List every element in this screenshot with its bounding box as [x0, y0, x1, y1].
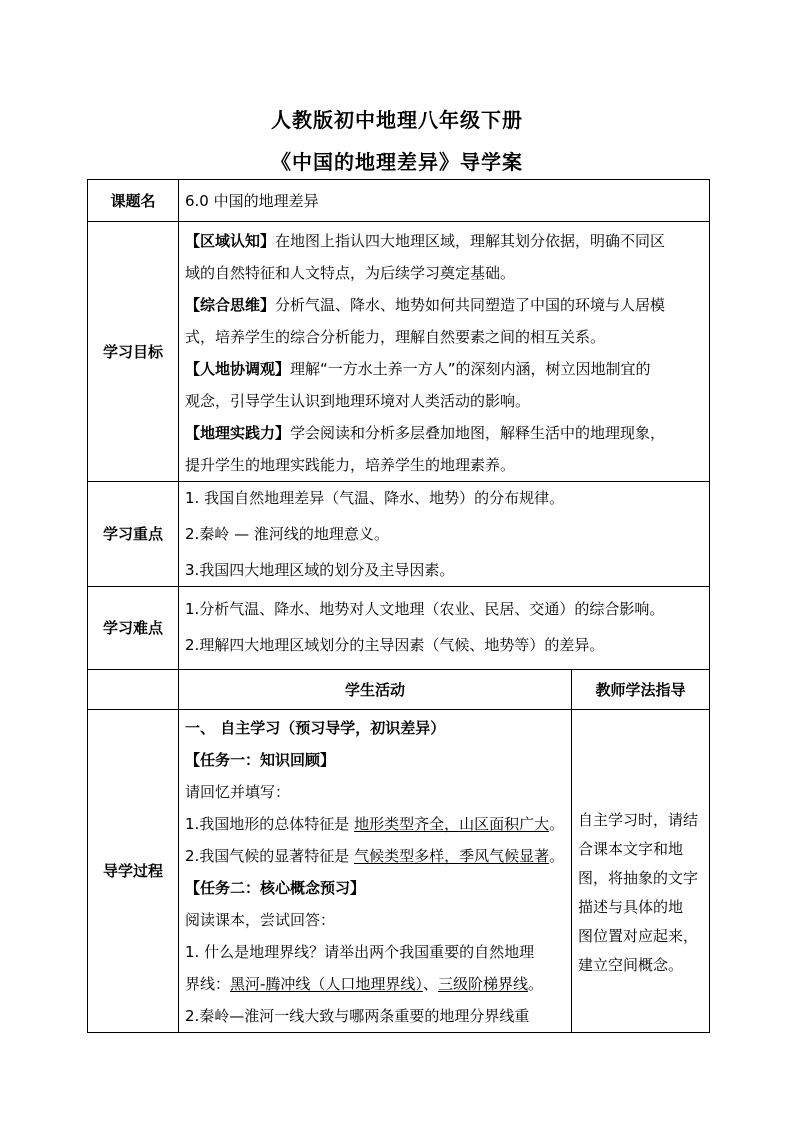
- document-subtitle: 《中国的地理差异》导学案: [271, 150, 523, 174]
- goals-label: 学习目标: [88, 222, 179, 482]
- answer-2: 气候类型多样，季风气候显著: [354, 847, 550, 865]
- answer-3b: 三级阶梯界线: [437, 975, 528, 993]
- key-item: 1. 我国自然地理差异（气温、降水、地势）的分布规律。: [185, 489, 565, 507]
- hard-label: 学习难点: [88, 587, 179, 670]
- guide-line: 自主学习时，请结: [578, 811, 699, 829]
- question-1: 1.我国地形的总体特征是 地形类型齐全，山区面积广大。: [185, 815, 565, 833]
- document-title: 人教版初中地理八年级下册: [271, 108, 523, 132]
- guide-line: 描述与具体的地: [578, 898, 684, 916]
- key-content: [179, 482, 710, 587]
- question-4: 2.秦岭—淮河一线大致与哪两条重要的地理分界线重: [185, 1007, 530, 1025]
- teacher-guide: [572, 710, 710, 1033]
- key-label: 学习重点: [88, 482, 179, 587]
- answer-3a: 黑河-腾冲线（人口地理界线）: [230, 975, 423, 993]
- key-row: [88, 482, 710, 587]
- guide-line: 建立空间概念。: [578, 956, 684, 974]
- goal-item: 【地理实践力】学会阅读和分析多层叠加地图，解释生活中的地理现象，: [185, 424, 666, 442]
- hard-item: 2.理解四大地理区域划分的主导因素（气候、地势等）的差异。: [185, 636, 605, 654]
- goal-item-cont: 观念，引导学生认识到地理环境对人类活动的影响。: [185, 392, 531, 410]
- recall-prompt: 请回忆并填写：: [185, 783, 291, 801]
- guide-line: 图位置对应起来，: [578, 927, 699, 945]
- goal-item: 【人地协调观】理解“一方水土养一方人”的深刻内涵，树立因地制宜的: [185, 360, 651, 378]
- key-item: 2.秦岭 — 淮河线的地理意义。: [185, 525, 389, 543]
- student-activity: [179, 710, 572, 1033]
- topic-value: 6.0 中国的地理差异: [179, 180, 710, 222]
- guide-line: 合课本文字和地: [578, 840, 684, 858]
- hard-content: [179, 587, 710, 670]
- process-row: [88, 710, 710, 1033]
- goal-item-cont: 提升学生的地理实践能力，培养学生的地理素养。: [185, 456, 516, 474]
- task2-heading: 【任务二：核心概念预习】: [185, 879, 366, 897]
- goals-content: [179, 222, 710, 482]
- goal-item-cont: 域的自然特征和人文特点，为后续学习奠定基础。: [185, 264, 516, 282]
- goal-item: 【综合思维】分析气温、降水、地势如何共同塑造了中国的环境与人居模: [185, 296, 666, 314]
- goals-row: [88, 222, 710, 482]
- process-label: 导学过程: [88, 710, 179, 1033]
- guide-table: [87, 179, 710, 1033]
- hard-row: [88, 587, 710, 670]
- key-item: 3.我国四大地理区域的划分及主导因素。: [185, 561, 455, 579]
- question-3-cont: 界线：黑河-腾冲线（人口地理界线）、三级阶梯界线。: [185, 975, 543, 993]
- teacher-guide-header: 教师学法指导: [572, 670, 710, 710]
- goal-item: 【区域认知】在地图上指认四大地理区域，理解其划分依据，明确不同区: [185, 232, 666, 250]
- answer-1: 地形类型齐全，山区面积广大: [354, 815, 550, 833]
- question-2: 2.我国气候的显著特征是 气候类型多样，季风气候显著。: [185, 847, 565, 865]
- header-row: [88, 670, 710, 710]
- guide-line: 图，将抽象的文字: [578, 869, 699, 887]
- student-activity-header: 学生活动: [179, 670, 572, 710]
- section-heading: 一、 自主学习（预习导学，初识差异）: [185, 719, 446, 737]
- read-prompt: 阅读课本，尝试回答：: [185, 911, 336, 929]
- topic-row: [88, 180, 710, 222]
- hard-item: 1.分析气温、降水、地势对人文地理（农业、民居、交通）的综合影响。: [185, 600, 665, 618]
- task1-heading: 【任务一：知识回顾】: [185, 751, 336, 769]
- question-3: 1. 什么是地理界线？请举出两个我国重要的自然地理: [185, 943, 535, 961]
- topic-label: 课题名: [88, 180, 179, 222]
- header-empty: [88, 670, 179, 710]
- goal-item-cont: 式，培养学生的综合分析能力，理解自然要素之间的相互关系。: [185, 328, 606, 346]
